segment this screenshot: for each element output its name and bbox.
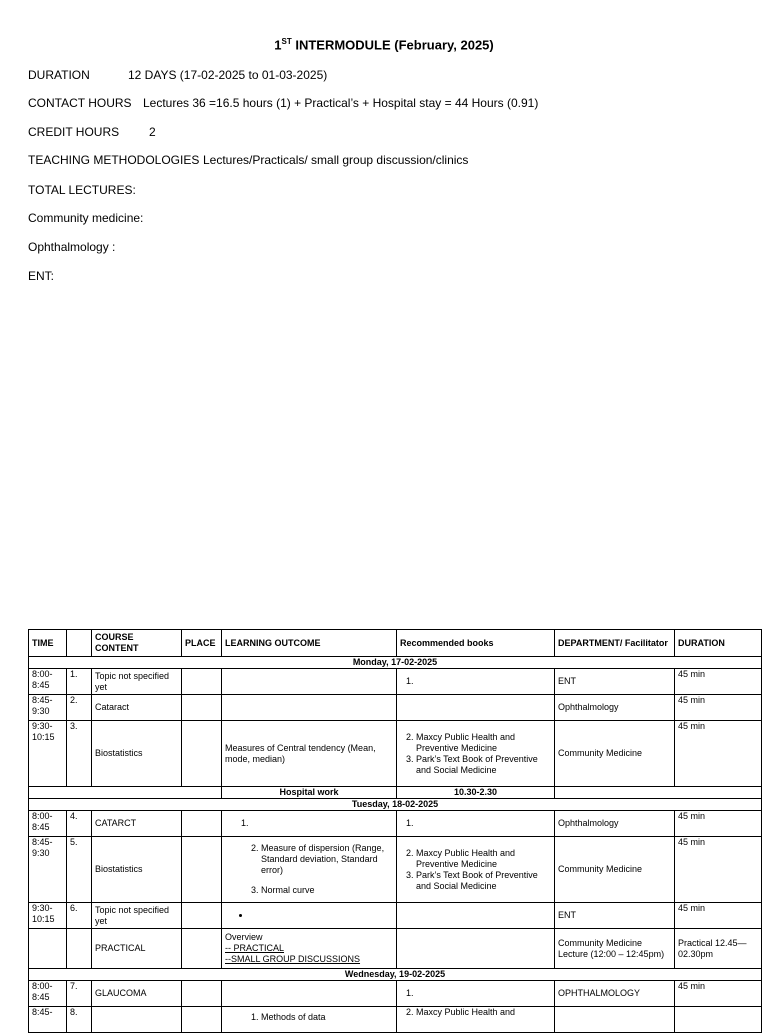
teaching-method-label: TEACHING METHODOLOGIES: [28, 153, 200, 167]
time-cell: 9:30-10:15: [29, 721, 67, 787]
course-content-cell: Biostatistics: [92, 721, 182, 787]
books-cell: [397, 1007, 555, 1033]
books-cell: [397, 837, 555, 903]
header-number: [67, 630, 92, 657]
place-cell: [182, 903, 222, 929]
table-row: [29, 903, 762, 929]
day-row: [29, 657, 762, 669]
time-cell: [29, 929, 67, 969]
community-medicine-label: Community medicine:: [28, 211, 144, 225]
course-content-cell: Biostatistics: [92, 837, 182, 903]
course-content-cell: CATARCT: [92, 811, 182, 837]
duration-cell: 45 min: [675, 903, 762, 929]
duration-cell: 45 min: [675, 669, 762, 695]
number-cell: [67, 929, 92, 969]
books-cell: [397, 903, 555, 929]
course-content-cell: GLAUCOMA: [92, 981, 182, 1007]
duration-cell: 45 min: [675, 837, 762, 903]
page-title: 1ST INTERMODULE (February, 2025): [274, 37, 494, 53]
timetable: [28, 629, 762, 1033]
place-cell: [182, 981, 222, 1007]
header-duration: DURATION: [675, 630, 762, 657]
course-content-cell: PRACTICAL: [92, 929, 182, 969]
learning-outcome-cell: [222, 695, 397, 721]
department-cell: Community Medicine: [555, 721, 675, 787]
department-cell: OPHTHALMOLOGY: [555, 981, 675, 1007]
department-cell: Ophthalmology: [555, 811, 675, 837]
books-cell: [397, 811, 555, 837]
books-cell: [397, 695, 555, 721]
outcome-overview: Overview: [225, 932, 263, 942]
department-cell: ENT: [555, 669, 675, 695]
credit-hours-label: CREDIT HOURS: [28, 125, 120, 139]
number-cell: 1.: [67, 669, 92, 695]
number-cell: 7.: [67, 981, 92, 1007]
table-row: [29, 1007, 762, 1033]
number-cell: 3.: [67, 721, 92, 787]
time-cell: 8:45-: [29, 1007, 67, 1033]
hospital-work-row: [29, 787, 762, 799]
learning-outcome-cell: [222, 981, 397, 1007]
header-place: PLACE: [182, 630, 222, 657]
place-cell: [182, 929, 222, 969]
learning-outcome-cell: [222, 929, 397, 969]
learning-outcome-cell: [222, 903, 397, 929]
department-cell: ENT: [555, 903, 675, 929]
course-content-cell: Cataract: [92, 695, 182, 721]
header-time: TIME: [29, 630, 67, 657]
header-row: [29, 630, 762, 657]
book-item: [416, 676, 551, 687]
learning-outcome-cell: Measures of Central tendency (Mean, mode, median): [222, 721, 397, 787]
duration-line: [28, 68, 327, 82]
table-row: [29, 837, 762, 903]
time-cell: 8:45-9:30: [29, 695, 67, 721]
header-books: Recommended books: [397, 630, 555, 657]
place-cell: [182, 669, 222, 695]
ophthalmology-label: Ophthalmology :: [28, 240, 116, 254]
contact-hours-line: [28, 96, 538, 110]
day-row: [29, 799, 762, 811]
place-cell: [182, 1007, 222, 1033]
header-learning-outcome: LEARNING OUTCOME: [222, 630, 397, 657]
book-item: [416, 818, 551, 829]
book-item: 3. Park’s Text Book of Preventive and Social Medicine: [416, 754, 551, 776]
outcome-practical: -- PRACTICAL: [225, 943, 285, 953]
day-row: [29, 969, 762, 981]
day-heading: Wednesday, 19-02-2025: [29, 969, 762, 981]
number-cell: 8.: [67, 1007, 92, 1033]
duration-cell: 45 min: [675, 981, 762, 1007]
learning-outcome-cell: [222, 1007, 397, 1033]
time-cell: 8:00-8:45: [29, 669, 67, 695]
books-cell: [397, 669, 555, 695]
duration-cell: 45 min: [675, 721, 762, 787]
department-cell: Community Medicine Lecture (12:00 – 12:45pm): [555, 929, 675, 969]
department-cell: Ophthalmology: [555, 695, 675, 721]
place-cell: [182, 721, 222, 787]
outcome-item: 2. Measure of dispersion (Range, Standard deviation, Standard error): [261, 843, 393, 876]
total-lectures-label: TOTAL LECTURES:: [28, 183, 136, 197]
table-row: [29, 981, 762, 1007]
table-row: [29, 929, 762, 969]
course-content-cell: Topic not specified yet: [92, 669, 182, 695]
books-cell: [397, 981, 555, 1007]
outcome-item: [251, 818, 393, 829]
table-row: [29, 695, 762, 721]
header-department: DEPARTMENT/ Facilitator: [555, 630, 675, 657]
book-item: [416, 988, 551, 999]
book-item: 2. Maxcy Public Health and Preventive Medicine: [416, 848, 551, 870]
place-cell: [182, 837, 222, 903]
duration-value: 12 DAYS (17-02-2025 to 01-03-2025): [128, 68, 328, 82]
hospital-blank: [29, 787, 222, 799]
teaching-method-value: Lectures/Practicals/ small group discussion/clinics: [203, 153, 469, 167]
outcome-item: 1. Methods of data: [261, 1012, 393, 1023]
teaching-method-line: [28, 153, 468, 167]
contact-hours-value: Lectures 36 =16.5 hours (1) + Practical’s + Hospital stay = 44 Hours (0.91): [143, 96, 539, 110]
table-row: [29, 811, 762, 837]
number-cell: 4.: [67, 811, 92, 837]
credit-hours-line: [28, 125, 156, 139]
course-content-cell: Topic not specified yet: [92, 903, 182, 929]
hospital-work-time: 10.30-2.30: [397, 787, 555, 799]
number-cell: 2.: [67, 695, 92, 721]
book-item: 3. Park’s Text Book of Preventive and Social Medicine: [416, 870, 551, 892]
place-cell: [182, 695, 222, 721]
time-cell: 8:00-8:45: [29, 811, 67, 837]
book-item: 2. Maxcy Public Health and Preventive Medicine: [416, 732, 551, 754]
day-heading: Tuesday, 18-02-2025: [29, 799, 762, 811]
hospital-blank-right: [555, 787, 762, 799]
hospital-work-label: Hospital work: [222, 787, 397, 799]
table-row: [29, 721, 762, 787]
contact-hours-label: CONTACT HOURS: [28, 96, 132, 110]
ent-label: ENT:: [28, 269, 55, 283]
learning-outcome-cell: [222, 837, 397, 903]
outcome-item: [251, 910, 393, 921]
book-item: 2. Maxcy Public Health and: [416, 1007, 551, 1018]
books-cell: [397, 721, 555, 787]
place-cell: [182, 811, 222, 837]
time-cell: 8:00-8:45: [29, 981, 67, 1007]
learning-outcome-cell: [222, 669, 397, 695]
outcome-item: 3. Normal curve: [261, 885, 393, 896]
header-course-content: COURSE CONTENT: [92, 630, 182, 657]
duration-cell: 45 min: [675, 695, 762, 721]
course-content-cell: [92, 1007, 182, 1033]
department-cell: Community Medicine: [555, 837, 675, 903]
outcome-small-group: --SMALL GROUP DISCUSSIONS: [225, 954, 361, 964]
books-cell: [397, 929, 555, 969]
duration-cell: [675, 1007, 762, 1033]
time-cell: 9:30-10:15: [29, 903, 67, 929]
number-cell: 6.: [67, 903, 92, 929]
day-heading: Monday, 17-02-2025: [29, 657, 762, 669]
learning-outcome-cell: [222, 811, 397, 837]
credit-hours-value: 2: [149, 125, 156, 139]
table-row: [29, 669, 762, 695]
number-cell: 5.: [67, 837, 92, 903]
department-cell: [555, 1007, 675, 1033]
duration-label: DURATION: [28, 68, 90, 82]
duration-cell: Practical 12.45—02.30pm: [675, 929, 762, 969]
duration-cell: 45 min: [675, 811, 762, 837]
time-cell: 8:45-9:30: [29, 837, 67, 903]
